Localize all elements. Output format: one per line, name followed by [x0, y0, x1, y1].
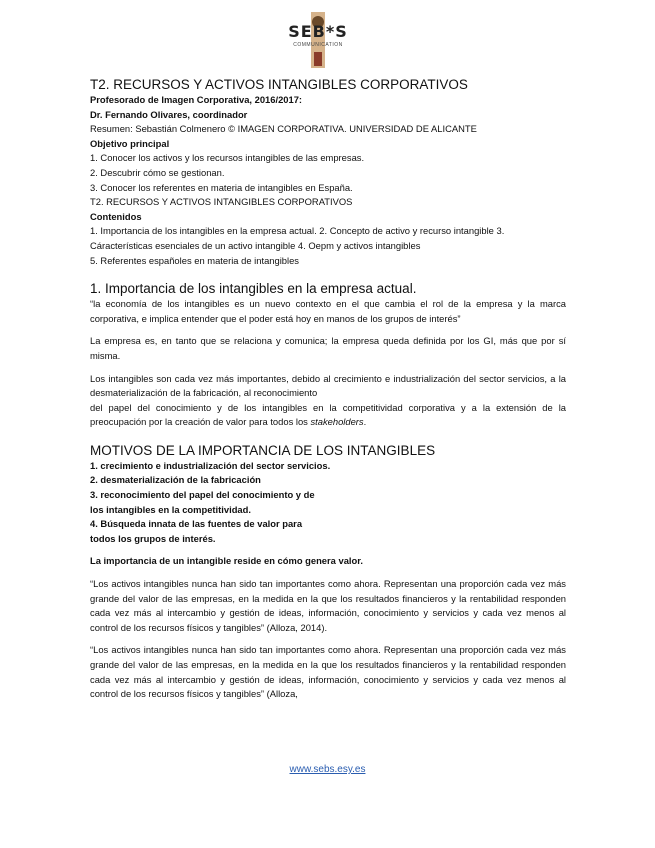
course-line: Profesorado de Imagen Corporativa, 2016/2017:	[90, 94, 303, 105]
section1-paragraph-text: del papel del conocimiento y de los intangibles en la competitividad corporativa y a la extensión de la preocupación por la creación de valor para todos los	[90, 401, 566, 428]
document-title: T2. RECURSOS Y ACTIVOS INTANGIBLES CORPORATIVOS	[90, 77, 468, 92]
quote-paragraph: “Los activos intangibles nunca han sido tan importantes como ahora. Representan una proporción cada vez más grande del valor de las empresas, en la medida en la que los resultados financieros y la rentabilidad responden cada vez más al intercambio y gestión de ideas, información, conocimiento y servicios y cada vez menos al control de los recursos físicos y tangibles” (Alloza,	[90, 644, 566, 700]
section1-heading: 1. Importancia de los intangibles en la empresa actual.	[90, 281, 417, 297]
quote-paragraph: “Los activos intangibles nunca han sido tan importantes como ahora. Representan una proporción cada vez más grande del valor de las empresas, en la medida en la que los resultados financieros y la rentabilidad responden cada vez más al intercambio y gestión de ideas, información, conocimiento y servicios y cada vez menos al control de los recursos físicos y tangibles” (Alloza, 2014).	[90, 578, 566, 633]
key-statement: La importancia de un intangible reside en cómo genera valor.	[90, 555, 363, 567]
logo-title: SEB*S	[288, 22, 348, 41]
section1-quote: “la economía de los intangibles es un nuevo contexto en el que cambia el rol de la empresa y la marca corporativa, e implica entender que el poder está hoy en manos de los grupos de interés”	[90, 298, 566, 324]
section1-paragraph-end: .	[363, 416, 367, 428]
reason-item: todos los grupos de interés.	[90, 532, 216, 544]
reason-item: 1. crecimiento e industrialización del sector servicios.	[90, 459, 331, 471]
coordinator-line: Dr. Fernando Olivares, coordinador	[90, 108, 248, 120]
objective-item: 2. Descubrir cómo se gestionan.	[90, 166, 225, 178]
reason-item: los intangibles en la competitividad.	[90, 503, 251, 515]
website-link[interactable]: www.sebs.esy.es	[289, 764, 366, 775]
reason-item: 4. Búsqueda innata de las fuentes de valor para	[90, 518, 303, 530]
section1-paragraph-italic: stakeholders	[310, 416, 364, 428]
objective-item: 1. Conocer los activos y los recursos intangibles de las empresas.	[90, 152, 365, 164]
contents-line: 5. Referentes españoles en materia de intangibles	[90, 254, 299, 266]
title-repeat: T2. RECURSOS Y ACTIVOS INTANGIBLES CORPORATIVOS	[90, 196, 353, 208]
section1-paragraph: La empresa es, en tanto que se relaciona y comunica; la empresa queda definida por los GI, más que por sí misma.	[90, 335, 566, 361]
summary-line: Resumen: Sebastián Colmenero © IMAGEN CORPORATIVA. UNIVERSIDAD DE ALICANTE	[90, 123, 477, 135]
reason-item: 2. desmaterialización de la fabricación	[90, 474, 261, 486]
objective-item: 3. Conocer los referentes en materia de intangibles en España.	[90, 181, 353, 193]
document-body	[90, 76, 566, 702]
objective-heading: Objetivo principal	[90, 137, 170, 149]
reason-item: 3. reconocimiento del papel del conocimiento y de	[90, 489, 315, 501]
section2-heading: MOTIVOS DE LA IMPORTANCIA DE LOS INTANGIBLES	[90, 442, 436, 458]
contents-heading: Contenidos	[90, 210, 142, 222]
logo-subtitle: COMMUNICATION	[293, 42, 343, 48]
section1-paragraph	[90, 401, 566, 430]
logo	[287, 12, 349, 68]
contents-line: 1. Importancia de los intangibles en la empresa actual. 2. Concepto de activo y recurso intangible 3.	[90, 225, 505, 237]
contents-line: Cáracterísticas esenciales de un activo intangible 4. Oepm y activos intangibles	[90, 239, 421, 251]
section1-paragraph: Los intangibles son cada vez más importantes, debido al crecimiento e industrialización del sector servicios, a la desmaterialización de la fabricación, al reconocimiento	[90, 372, 566, 399]
